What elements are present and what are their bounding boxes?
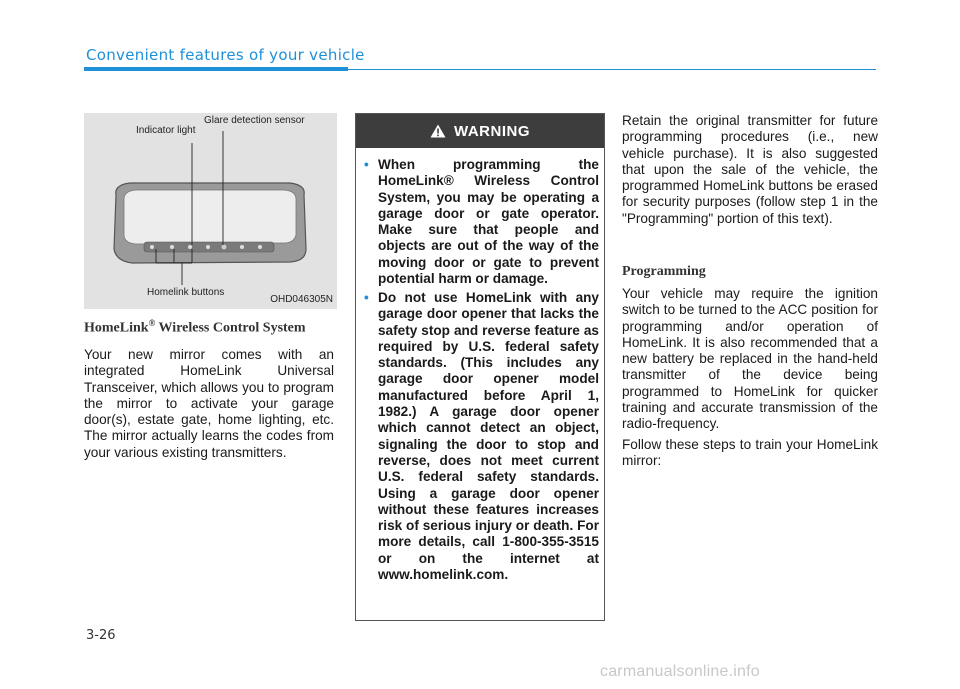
programming-heading: Programming: [622, 264, 706, 279]
warning-title: WARNING: [454, 122, 530, 140]
warning-item: • When programming the HomeLink® Wireless Control System, you may be operating a garage door or gate operator. Make sure that people and objects are out of the way of the moving door or gate to prevent potential harm or damage.: [364, 157, 599, 287]
homelink-buttons-label: Homelink buttons: [147, 287, 225, 298]
retain-paragraph: Retain the original transmitter for future programming procedures (i.e., new vehicle purchase). It is also suggested that upon the sale of the vehicle, the programmed HomeLink buttons be erased for security purposes (follow step 1 in the "Programming" portion of this text).: [622, 113, 878, 226]
header-rule-thin: [348, 69, 876, 70]
warning-box: [355, 113, 605, 621]
bullet-icon: •: [364, 290, 369, 305]
steps-paragraph: Follow these steps to train your HomeLink mirror:: [622, 437, 878, 469]
section-heading: HomeLink® Wireless Control System: [84, 318, 306, 336]
page-number: 3-26: [86, 628, 116, 643]
warning-header: [356, 114, 604, 148]
warning-item: • Do not use HomeLink with any garage door opener that lacks the safety stop and reverse feature as required by U.S. federal safety standards. (This includes any garage door opener model manufactured before April 1, 1982.) A garage door opener which cannot detect an object, signaling the door to stop and reverse, does not meet current U.S. federal safety standards. Using a garage door opener without these features increases risk of serious injury or death. For more details, call 1-800-355-3515 or on the internet at www.homelink.com.: [364, 290, 599, 583]
rearview-mirror-illustration: [84, 113, 337, 309]
indicator-light-label: Indicator light: [136, 125, 196, 136]
header-rule-thick: [84, 67, 348, 71]
figure-code: OHD046305N: [270, 294, 333, 305]
warning-triangle-icon: [430, 124, 446, 138]
bullet-icon: •: [364, 157, 369, 172]
watermark: carmanualsonline.info: [600, 663, 760, 680]
glare-sensor-label: Glare detection sensor: [204, 115, 305, 126]
programming-paragraph: Your vehicle may require the ignition switch to be turned to the ACC position for programming and/or operation of HomeLink. It is also recommended that a new battery be replaced in the hand-held transmitter of the device being programmed to HomeLink for quicker training and accurate transmission of the radio-frequency.: [622, 286, 878, 432]
intro-paragraph: Your new mirror comes with an integrated HomeLink Universal Transceiver, which allows you to program the mirror to activate your garage door(s), estate gate, home lighting, etc. The mirror actually learns the codes from your various existing transmitters.: [84, 347, 334, 460]
mirror-figure: [84, 113, 337, 309]
header-title: Convenient features of your vehicle: [86, 46, 365, 64]
